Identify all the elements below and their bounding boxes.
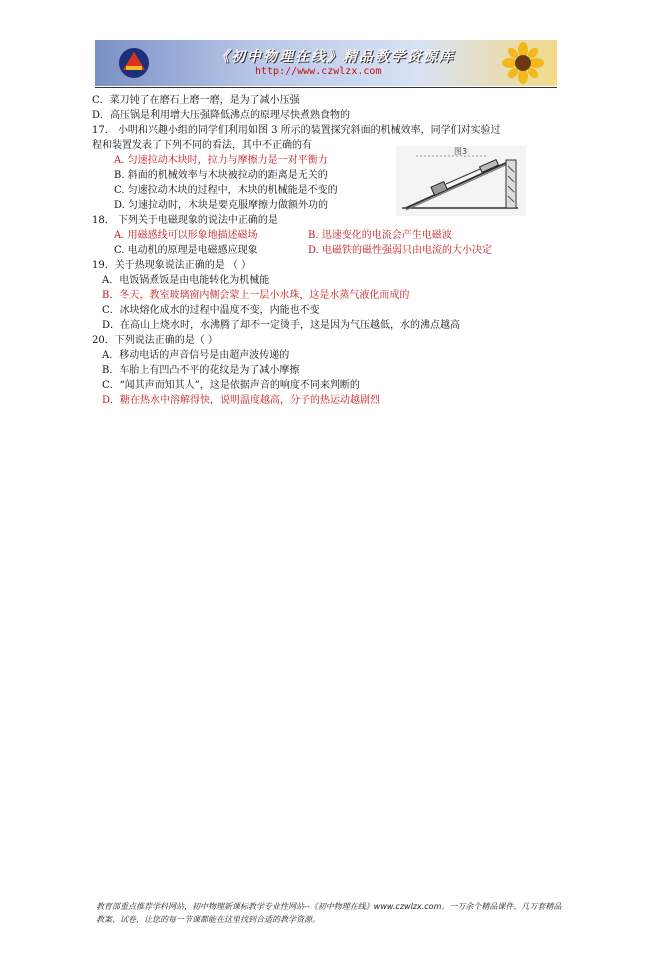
site-logo-icon — [117, 46, 151, 80]
question-line: 20．下列说法正确的是（ ） — [92, 335, 218, 346]
sunflower-icon — [497, 42, 549, 84]
question-line: D．高压锅是利用增大压强降低沸点的原理尽快煮熟食物的 — [92, 110, 351, 121]
banner-title: 《初中物理在线》精品教学资源库 — [215, 49, 455, 65]
question-line: C. 电动机的原理是电磁感应现象 — [114, 245, 258, 256]
question-line: 17． 小明和兴趣小组的同学们利用如图 3 所示的装置探究斜面的机械效率，同学们对实验过 — [92, 125, 501, 136]
question-line: C. 匀速拉动木块的过程中，木块的机械能是不变的 — [114, 185, 338, 196]
question-line: A．电饭锅煮饭是由电能转化为机械能 — [102, 275, 270, 286]
question-line: B. 斜面的机械效率与木块被拉动的距离是无关的 — [114, 170, 328, 181]
incline-experiment-figure — [396, 146, 526, 216]
question-line: C．“闻其声而知其人”，这是依据声音的响度不同来判断的 — [102, 380, 360, 391]
banner-url[interactable]: http://www.czwlzx.com — [255, 66, 382, 77]
question-line: D. 匀速拉动时，木块是要克服摩擦力做额外功的 — [114, 200, 329, 211]
figure-label: 图3 — [454, 147, 468, 156]
question-line: D．糖在热水中溶解得快，说明温度越高，分子的热运动越剧烈 — [102, 395, 381, 406]
question-line: D. 电磁铁的磁性强弱只由电流的大小决定 — [308, 245, 493, 256]
question-line: D．在高山上烧水时，水沸腾了却不一定烫手，这是因为气压越低，水的沸点越高 — [102, 320, 461, 331]
question-line: 程和装置发表了下列不同的看法，其中不正确的有 — [92, 140, 312, 151]
question-line: 18． 下列关于电磁现象的说法中正确的是 — [92, 215, 278, 226]
question-line: B. 迅速变化的电流会产生电磁波 — [308, 230, 452, 241]
question-line: A. 匀速拉动木块时，拉力与摩擦力是一对平衡力 — [114, 155, 328, 166]
question-line: 19．关于热现象说法正确的是 （ ） — [92, 260, 252, 271]
question-line: A．移动电话的声音信号是由超声波传递的 — [102, 350, 290, 361]
question-line: A. 用磁感线可以形象地描述磁场 — [114, 230, 258, 241]
page-footer: 教育部重点推荐学科网站，初中物理新课标教学专业性网站--《初中物理在线》www.czwlzx.com。一万余个精品课件、几万套精品教案、试卷，让您的每一节课都能在这里找到合适的教学资源。 — [96, 902, 562, 924]
header-rule — [95, 87, 557, 88]
question-line: C．冰块熔化成水的过程中温度不变，内能也不变 — [102, 305, 320, 316]
question-line: B．车胎上有凹凸不平的花纹是为了减小摩擦 — [102, 365, 300, 376]
question-line: C．菜刀钝了在磨石上磨一磨，是为了减小压强 — [92, 95, 300, 106]
header-banner — [95, 40, 557, 86]
question-line: B．冬天，教室玻璃窗内侧会蒙上一层小水珠，这是水蒸气液化而成的 — [102, 290, 410, 301]
